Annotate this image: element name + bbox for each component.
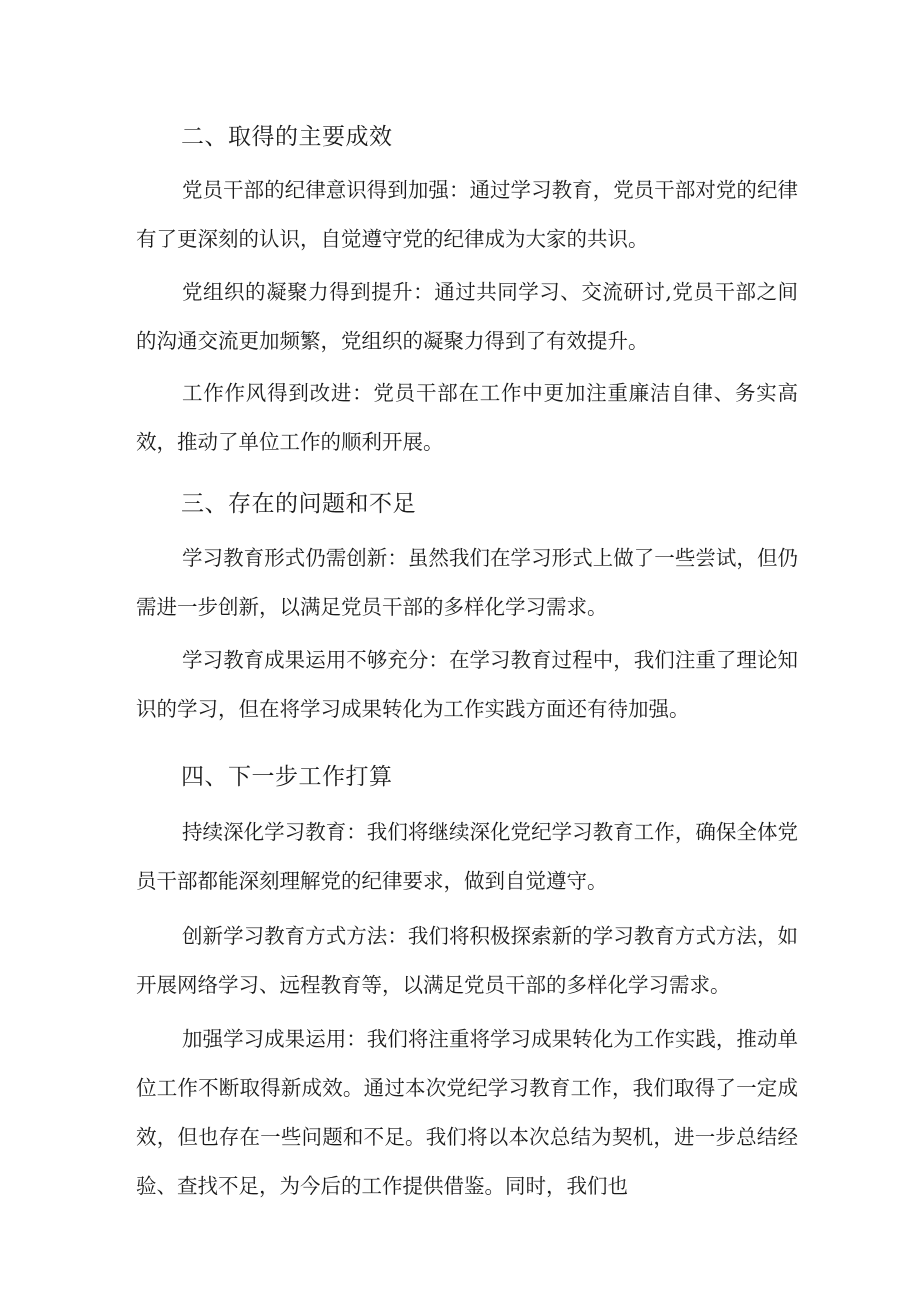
- section-heading-problems: 三、存在的问题和不足: [181, 491, 416, 517]
- section-heading-next-steps: 四、下一步工作打算: [181, 764, 393, 790]
- section-heading-achievements: 二、取得的主要成效: [181, 124, 393, 150]
- paragraph-deepen-education: 持续深化学习教育：我们将继续深化党纪学习教育工作，确保全体党员干部都能深刻理解党的纪律要求，做到自觉遵守。: [136, 820, 798, 893]
- paragraph-strengthen-application: 加强学习成果运用：我们将注重将学习成果转化为工作实践，推动单位工作不断取得新成效。通过本次党纪学习教育工作，我们取得了一定成效，但也存在一些问题和不足。我们将以本次总结为契机，进一步总结经验、查找不足，为今后的工作提供借鉴。同时，我们也: [136, 1027, 798, 1198]
- paragraph-cohesion: 党组织的凝聚力得到提升：通过共同学习、交流研讨,党员干部之间的沟通交流更加频繁，党组织的凝聚力得到了有效提升。: [136, 280, 798, 353]
- paragraph-work-style: 工作作风得到改进：党员干部在工作中更加注重廉洁自律、务实高效，推动了单位工作的顺利开展。: [136, 381, 798, 454]
- paragraph-discipline-awareness: 党员干部的纪律意识得到加强：通过学习教育，党员干部对党的纪律有了更深刻的认识，自觉遵守党的纪律成为大家的共识。: [136, 178, 798, 251]
- paragraph-innovate-methods: 创新学习教育方式方法：我们将积极探索新的学习教育方式方法，如开展网络学习、远程教育等，以满足党员干部的多样化学习需求。: [136, 924, 798, 997]
- paragraph-form-innovation: 学习教育形式仍需创新：虽然我们在学习形式上做了一些尝试，但仍需进一步创新，以满足党员干部的多样化学习需求。: [136, 546, 798, 619]
- paragraph-results-application: 学习教育成果运用不够充分：在学习教育过程中，我们注重了理论知识的学习，但在将学习成果转化为工作实践方面还有待加强。: [136, 648, 798, 721]
